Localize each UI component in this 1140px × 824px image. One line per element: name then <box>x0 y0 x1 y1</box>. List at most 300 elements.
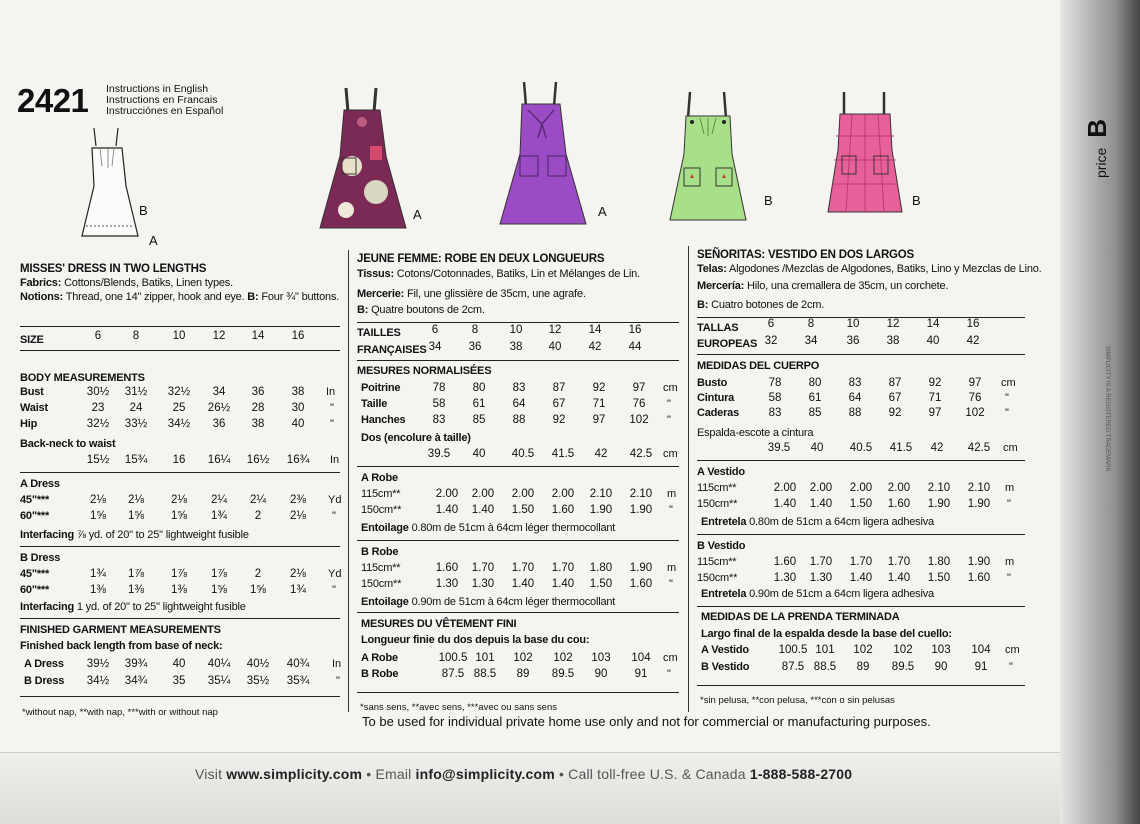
fr-backneck-label: Dos (encolure à taille) <box>361 432 471 444</box>
fr-rule-top <box>357 322 679 323</box>
fr-a-row-label: 115cm** <box>361 488 401 500</box>
fr-rule-size <box>357 360 679 361</box>
en-footnote: *without nap, **with nap, ***with or without nap <box>22 707 218 718</box>
es-body-value: 61 <box>808 392 822 404</box>
en-body-value: 30½ <box>86 386 110 398</box>
en-a-value: 1⅝ <box>128 510 144 522</box>
email-link[interactable]: info@simplicity.com <box>415 766 555 782</box>
fr-a-unit: m <box>667 488 677 500</box>
fr-finished-value: 100.5 <box>438 652 468 664</box>
en-body-row-label: Waist <box>20 402 48 414</box>
fr-b-value: 1.30 <box>471 578 495 590</box>
es-body-value: 87 <box>888 377 902 389</box>
es-b-value: 1.90 <box>967 556 991 568</box>
en-body-value: 28 <box>251 402 265 414</box>
fr-a-heading: A Robe <box>361 472 398 484</box>
fr-body-value: 87 <box>552 382 566 394</box>
fr-b-interfacing-label: Entoilage <box>361 596 409 608</box>
en-body-value: 32½ <box>167 386 191 398</box>
fr-rule-finished <box>357 692 679 693</box>
en-b-row-label: 45"*** <box>20 568 50 580</box>
en-size: 8 <box>132 330 140 342</box>
fr-a-value: 1.90 <box>629 504 653 516</box>
es-size-label-1: TALLAS <box>697 322 739 334</box>
es-finished-row-label: B Vestido <box>701 661 750 673</box>
en-body-value: 36 <box>212 418 226 430</box>
en-a-value: 2⅜ <box>290 494 306 506</box>
es-body-value: 83 <box>848 377 862 389</box>
fr-b-value: 1.40 <box>511 578 535 590</box>
fr-finished-unit: cm <box>663 652 678 664</box>
es-body-row-label: Busto <box>697 377 728 389</box>
es-b-value: 1.30 <box>773 572 797 584</box>
fr-a-interfacing-label: Entoilage <box>361 522 409 534</box>
es-backneck-value: 40 <box>810 442 824 454</box>
es-b-value: 1.80 <box>927 556 951 568</box>
en-backneck-value: 15½ <box>86 454 110 466</box>
es-body-value: 78 <box>768 377 782 389</box>
en-a-row-label: 60"*** <box>20 510 50 522</box>
fr-body-value: 97 <box>592 414 606 426</box>
es-fabrics-label: Telas: <box>697 263 727 275</box>
fr-size-label-2: FRANÇAISES <box>357 344 427 356</box>
contact-line <box>195 766 852 782</box>
en-backneck-value: 16 <box>172 454 186 466</box>
es-finished-heading: MEDIDAS DE LA PRENDA TERMINADA <box>701 611 900 623</box>
fr-a-value: 2.00 <box>551 488 575 500</box>
fr-body-value: 88 <box>512 414 526 426</box>
fr-finished-value: 89 <box>516 668 530 680</box>
es-rule-finished <box>697 685 1025 686</box>
fr-size: 8 <box>471 324 479 336</box>
fr-rule-b <box>357 612 679 613</box>
en-b-interfacing-label: Interfacing <box>20 601 75 613</box>
en-size: 6 <box>94 330 102 342</box>
en-b-value: 1⅞ <box>211 568 227 580</box>
es-b-interfacing-text: 0.90m de 51cm a 64cm ligera adhesiva <box>749 588 934 600</box>
fr-body-value: 76 <box>632 398 646 410</box>
fr-body-value: 58 <box>432 398 446 410</box>
es-a-row-label: 150cm** <box>697 498 738 510</box>
en-body-value: 38 <box>251 418 265 430</box>
en-finished-unit: In <box>332 658 342 670</box>
es-finished-value: 89 <box>856 661 870 673</box>
es-rule-a <box>697 534 1025 535</box>
en-a-unit: " <box>332 510 336 522</box>
fr-fabrics-text: Cotons/Cotonnades, Batiks, Lin et Mélanges de Lin. <box>396 268 640 280</box>
fr-finished-value: 90 <box>594 668 608 680</box>
fr-rule-a <box>357 540 679 541</box>
es-finished-unit: " <box>1009 661 1013 673</box>
en-body-value: 33½ <box>124 418 148 430</box>
en-backneck-label: Back-neck to waist <box>20 438 116 450</box>
en-notions <box>20 291 350 303</box>
fr-backneck-value: 41.5 <box>551 448 575 460</box>
view-label-dress-1: A <box>413 207 422 222</box>
en-finished-value: 40½ <box>246 658 270 670</box>
en-b-unit: Yd <box>328 568 342 580</box>
es-b-value: 1.40 <box>849 572 873 584</box>
fr-size: 14 <box>588 324 602 336</box>
visit-prefix: Visit <box>195 766 223 782</box>
en-size: 10 <box>172 330 186 342</box>
es-body-value: 71 <box>928 392 942 404</box>
es-a-value: 2.10 <box>927 482 951 494</box>
fr-a-interfacing <box>361 522 615 534</box>
view-label-dress-4: B <box>912 193 921 208</box>
es-size-eu: 40 <box>926 335 940 347</box>
en-finished-value: 34¾ <box>124 675 148 687</box>
es-notions-b-label: B: <box>697 299 709 311</box>
es-fabrics-text: Algodones /Mezclas de Algodones, Batiks, Lino y Mezclas de Lino. <box>729 263 1042 275</box>
es-finished-value: 90 <box>934 661 948 673</box>
en-rule-b <box>20 618 340 619</box>
fr-body-value: 92 <box>552 414 566 426</box>
es-b-interfacing-label: Entretela <box>701 588 747 600</box>
fr-body-value: 64 <box>512 398 526 410</box>
pattern-number: 2421 <box>17 82 89 119</box>
es-finished-value: 91 <box>974 661 988 673</box>
es-size-eu: 42 <box>966 335 980 347</box>
en-body-row-label: Hip <box>20 418 38 430</box>
dress-illustration-4 <box>826 90 904 216</box>
line-sketch-dress <box>78 126 144 244</box>
es-backneck-value: 40.5 <box>849 442 873 454</box>
en-body-value: 24 <box>129 402 143 414</box>
es-body-value: 64 <box>848 392 862 404</box>
fr-finished-value: 102 <box>513 652 533 664</box>
fr-body-value: 67 <box>552 398 566 410</box>
es-finished-value: 87.5 <box>781 661 805 673</box>
view-label-a-sketch: A <box>149 233 158 248</box>
en-notions-b-text: Four ¾" buttons. <box>261 291 340 303</box>
es-b-value: 1.60 <box>773 556 797 568</box>
email-prefix: • Email <box>366 766 412 782</box>
en-body-unit: " <box>330 402 334 414</box>
es-a-value: 2.00 <box>773 482 797 494</box>
fr-finished-value: 89.5 <box>551 668 575 680</box>
es-b-value: 1.40 <box>887 572 911 584</box>
es-body-value: 97 <box>968 377 982 389</box>
es-b-row-label: 115cm** <box>697 556 737 568</box>
en-a-value: 2⅛ <box>171 494 187 506</box>
es-a-heading: A Vestido <box>697 466 745 478</box>
fr-size: 12 <box>548 324 562 336</box>
en-size: 14 <box>251 330 265 342</box>
es-notions <box>697 280 1047 292</box>
es-b-value: 1.50 <box>927 572 951 584</box>
fr-a-value: 1.40 <box>435 504 459 516</box>
es-rule-size <box>697 354 1025 355</box>
fr-body-value: 83 <box>432 414 446 426</box>
es-backneck-value: 42.5 <box>967 442 991 454</box>
en-b-value: 1¾ <box>90 568 106 580</box>
fr-b-value: 1.80 <box>589 562 613 574</box>
es-b-value: 1.70 <box>887 556 911 568</box>
es-notions-b <box>697 299 824 311</box>
fr-b-value: 1.70 <box>551 562 575 574</box>
fr-b-unit: " <box>669 578 673 590</box>
en-b-interfacing-text: 1 yd. of 20" to 25" lightweight fusible <box>76 601 246 613</box>
en-body-value: 38 <box>291 386 305 398</box>
en-b-value: 1⅝ <box>250 584 266 596</box>
en-finished-sub: Finished back length from base of neck: <box>20 640 223 652</box>
es-body-value: 67 <box>888 392 902 404</box>
es-size-eu: 34 <box>804 335 818 347</box>
es-a-value: 1.40 <box>773 498 797 510</box>
en-b-value: 1⅝ <box>211 584 227 596</box>
en-finished-value: 39½ <box>86 658 110 670</box>
fr-a-interfacing-text: 0.80m de 51cm à 64cm léger thermocollant <box>411 522 616 534</box>
fr-size-fr: 34 <box>428 341 442 353</box>
es-body-value: 58 <box>768 392 782 404</box>
fr-size-fr: 44 <box>628 341 642 353</box>
fr-b-heading: B Robe <box>361 546 399 558</box>
es-size: 8 <box>807 318 815 330</box>
fr-title: JEUNE FEMME: ROBE EN DEUX LONGUEURS <box>357 253 605 265</box>
en-a-value: 1⅝ <box>90 510 106 522</box>
fr-notions-b-text: Quatre boutons de 2cm. <box>371 304 485 316</box>
es-body-value: 92 <box>928 377 942 389</box>
es-body-heading: MEDIDAS DEL CUERPO <box>697 360 820 372</box>
en-finished-unit: " <box>336 675 340 687</box>
es-body-value: 97 <box>928 407 942 419</box>
en-b-value: 1⅜ <box>90 584 106 596</box>
fr-finished-value: 103 <box>591 652 611 664</box>
fr-b-row-label: 150cm** <box>361 578 402 590</box>
en-backneck-value: 16½ <box>246 454 270 466</box>
en-body-row-label: Bust <box>20 386 44 398</box>
fr-body-unit: cm <box>663 382 678 394</box>
en-b-interfacing <box>20 601 246 613</box>
fr-backneck-unit: cm <box>663 448 678 460</box>
en-a-row-label: 45"*** <box>20 494 50 506</box>
call-prefix: • Call toll-free U.S. & Canada <box>558 766 746 782</box>
fr-body-value: 102 <box>629 414 649 426</box>
fr-body-value: 61 <box>472 398 486 410</box>
es-body-value: 102 <box>965 407 985 419</box>
fr-size-label-1: TAILLES <box>357 327 401 339</box>
website-link[interactable]: www.simplicity.com <box>226 766 363 782</box>
en-notions-b-label: B: <box>247 291 259 303</box>
fr-body-unit: " <box>667 398 671 410</box>
en-b-value: 1⅞ <box>128 568 144 580</box>
fr-rule-body <box>357 466 679 467</box>
fr-body-value: 78 <box>432 382 446 394</box>
fr-finished-value: 88.5 <box>473 668 497 680</box>
es-b-value: 1.70 <box>849 556 873 568</box>
es-finished-sub: Largo final de la espalda desde la base del cuello: <box>701 628 952 640</box>
en-b-value: 2⅛ <box>290 568 306 580</box>
en-size: 16 <box>291 330 305 342</box>
paper-bottom-strip <box>0 752 1140 824</box>
es-rule-b <box>697 606 1025 607</box>
en-fabrics <box>20 277 340 289</box>
en-body-unit: " <box>330 418 334 430</box>
en-body-value: 30 <box>291 402 305 414</box>
fr-body-value: 92 <box>592 382 606 394</box>
en-size: 12 <box>212 330 226 342</box>
fr-body-value: 85 <box>472 414 486 426</box>
en-finished-row-label: A Dress <box>24 658 64 670</box>
es-footnote: *sin pelusa, **con pelusa, ***con o sin pelusas <box>700 695 895 706</box>
es-finished-value: 100.5 <box>778 644 808 656</box>
es-body-value: 80 <box>808 377 822 389</box>
fr-b-value: 1.90 <box>629 562 653 574</box>
fr-backneck-value: 42 <box>594 448 608 460</box>
en-b-row-label: 60"*** <box>20 584 50 596</box>
fr-finished-value: 102 <box>553 652 573 664</box>
en-rule-body <box>20 472 340 473</box>
fr-notions-b <box>357 304 485 316</box>
en-b-value: 2 <box>254 568 262 580</box>
fr-backneck-value: 40 <box>472 448 486 460</box>
fr-footnote: *sans sens, **avec sens, ***avec ou sans sens <box>360 702 557 713</box>
price-letter: B <box>1082 118 1112 138</box>
es-a-row-label: 115cm** <box>697 482 737 494</box>
en-b-unit: " <box>332 584 336 596</box>
es-size: 12 <box>886 318 900 330</box>
es-body-unit: " <box>1005 392 1009 404</box>
en-a-value: 1⅝ <box>171 510 187 522</box>
en-rule-a <box>20 546 340 547</box>
fr-body-row-label: Taille <box>361 398 388 410</box>
en-rule-size <box>20 350 340 351</box>
es-b-heading: B Vestido <box>697 540 746 552</box>
en-fabrics-label: Fabrics: <box>20 277 62 289</box>
es-a-value: 1.50 <box>849 498 873 510</box>
price-block <box>1082 118 1140 209</box>
fr-a-unit: " <box>669 504 673 516</box>
es-body-row-label: Cintura <box>697 392 735 404</box>
fr-finished-value: 104 <box>631 652 651 664</box>
en-b-value: 1⅜ <box>128 584 144 596</box>
es-size: 6 <box>767 318 775 330</box>
language-list <box>106 84 223 117</box>
fr-a-value: 1.60 <box>551 504 575 516</box>
es-a-value: 2.10 <box>967 482 991 494</box>
es-notions-b-text: Cuatro botones de 2cm. <box>711 299 825 311</box>
fr-backneck-value: 40.5 <box>511 448 535 460</box>
es-body-unit: cm <box>1001 377 1016 389</box>
es-body-value: 83 <box>768 407 782 419</box>
es-a-value: 1.40 <box>809 498 833 510</box>
es-rule-body <box>697 460 1025 461</box>
es-a-value: 2.00 <box>887 482 911 494</box>
es-a-value: 1.90 <box>967 498 991 510</box>
en-a-heading: A Dress <box>20 478 60 490</box>
fr-finished-row-label: A Robe <box>361 652 398 664</box>
en-finished-value: 35¾ <box>286 675 310 687</box>
language-french: Instructions en Francais <box>106 94 218 106</box>
en-size-label: SIZE <box>20 334 44 346</box>
column-divider-1 <box>348 250 349 712</box>
en-b-heading: B Dress <box>20 552 61 564</box>
es-a-interfacing <box>701 516 934 528</box>
es-finished-row-label: A Vestido <box>701 644 749 656</box>
fr-b-interfacing <box>361 596 615 608</box>
fr-b-value: 1.40 <box>551 578 575 590</box>
en-a-interfacing-label: Interfacing <box>20 529 75 541</box>
en-finished-heading: FINISHED GARMENT MEASUREMENTS <box>20 624 221 636</box>
es-finished-unit: cm <box>1005 644 1020 656</box>
fr-b-value: 1.70 <box>471 562 495 574</box>
fr-a-value: 2.10 <box>629 488 653 500</box>
en-a-value: 2⅛ <box>128 494 144 506</box>
en-a-value: 2 <box>254 510 262 522</box>
en-body-value: 23 <box>91 402 105 414</box>
es-a-interfacing-text: 0.80m de 51cm a 64cm ligera adhesiva <box>749 516 934 528</box>
fr-body-row-label: Poitrine <box>361 382 401 394</box>
en-title: MISSES' DRESS IN TWO LENGTHS <box>20 263 207 275</box>
fr-body-value: 97 <box>632 382 646 394</box>
column-divider-2 <box>688 246 689 712</box>
fr-fabrics-label: Tissus: <box>357 268 394 280</box>
en-body-value: 26½ <box>207 402 231 414</box>
es-b-unit: m <box>1005 556 1015 568</box>
es-fabrics <box>697 263 1057 275</box>
es-backneck-value: 41.5 <box>889 442 913 454</box>
fr-size-fr: 40 <box>548 341 562 353</box>
dress-illustration-2 <box>498 80 588 230</box>
fr-b-value: 1.60 <box>435 562 459 574</box>
dress-illustration-1 <box>318 86 408 234</box>
en-finished-row-label: B Dress <box>24 675 65 687</box>
es-body-row-label: Caderas <box>697 407 740 419</box>
es-finished-value: 89.5 <box>891 661 915 673</box>
en-body-value: 34 <box>212 386 226 398</box>
es-finished-value: 102 <box>853 644 873 656</box>
es-size: 16 <box>966 318 980 330</box>
en-body-unit: In <box>326 386 336 398</box>
en-a-interfacing-text: ⅞ yd. of 20" to 25" lightweight fusible <box>76 529 249 541</box>
es-finished-value: 101 <box>815 644 835 656</box>
es-backneck-value: 42 <box>930 442 944 454</box>
fr-a-value: 2.00 <box>435 488 459 500</box>
es-size-eu: 32 <box>764 335 778 347</box>
en-backneck-value: 16¼ <box>207 454 231 466</box>
es-backneck-value: 39.5 <box>767 442 791 454</box>
fr-a-value: 2.00 <box>511 488 535 500</box>
es-a-interfacing-label: Entretela <box>701 516 747 528</box>
es-b-value: 1.30 <box>809 572 833 584</box>
en-notions-label: Notions: <box>20 291 64 303</box>
en-body-heading: BODY MEASUREMENTS <box>20 372 145 384</box>
en-a-interfacing <box>20 529 249 541</box>
view-label-b-sketch: B <box>139 203 148 218</box>
fr-finished-value: 101 <box>475 652 495 664</box>
es-body-value: 88 <box>848 407 862 419</box>
en-finished-value: 40¼ <box>207 658 231 670</box>
en-finished-value: 35½ <box>246 675 270 687</box>
fr-size: 10 <box>509 324 523 336</box>
fr-body-unit: " <box>667 414 671 426</box>
fr-size: 6 <box>431 324 439 336</box>
fr-notions <box>357 288 687 300</box>
es-size-eu: 38 <box>886 335 900 347</box>
fr-notions-b-label: B: <box>357 304 369 316</box>
es-a-value: 2.00 <box>849 482 873 494</box>
view-label-dress-2: A <box>598 204 607 219</box>
fr-body-value: 80 <box>472 382 486 394</box>
fr-size-fr: 36 <box>468 341 482 353</box>
en-a-unit: Yd <box>328 494 342 506</box>
es-finished-value: 103 <box>931 644 951 656</box>
fr-backneck-value: 42.5 <box>629 448 653 460</box>
es-b-interfacing <box>701 588 934 600</box>
fr-body-row-label: Hanches <box>361 414 406 426</box>
fr-b-value: 1.70 <box>511 562 535 574</box>
